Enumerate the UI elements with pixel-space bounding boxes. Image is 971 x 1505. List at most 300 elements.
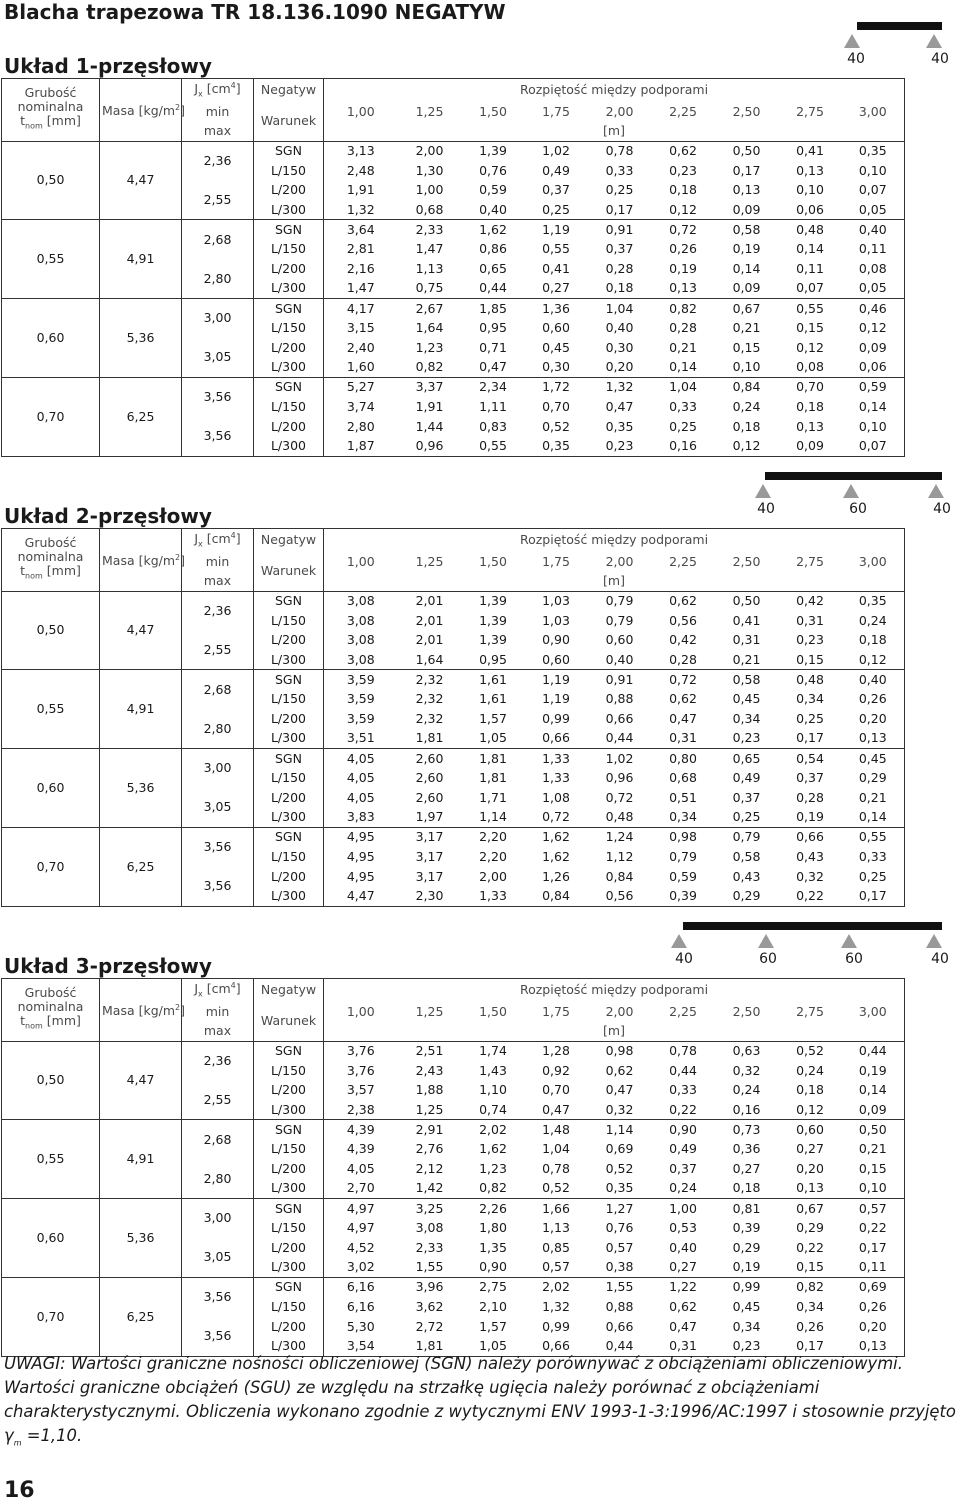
load-value-cell: 1,72 [542, 379, 570, 395]
condition-cell: L/300 [254, 808, 324, 828]
load-value-cell: 1,85 [479, 300, 507, 316]
load-value-cell: 0,06 [842, 358, 905, 378]
condition-cell: L/200 [254, 1080, 324, 1100]
jx-max-cell: 2,80 [182, 1159, 254, 1198]
load-value-cell: 0,23 [796, 632, 824, 648]
load-value-cell: 0,33 [605, 162, 634, 178]
load-value-cell: 0,27 [652, 1258, 715, 1278]
load-value-cell: 3,64 [346, 221, 375, 237]
load-value-cell: 0,66 [605, 1318, 634, 1334]
load-value-cell: 0,62 [669, 1298, 697, 1314]
load-value-cell: 2,43 [415, 1062, 444, 1078]
load-value-cell: 1,87 [324, 436, 398, 456]
load-value-cell: 0,24 [732, 398, 761, 414]
mass-cell: 6,25 [100, 377, 182, 456]
load-value-cell: 0,80 [669, 750, 697, 766]
support-triangle-icon [755, 484, 771, 498]
load-value-cell: 0,17 [588, 200, 652, 220]
load-value-cell: 2,00 [479, 868, 507, 884]
load-value-cell: 0,14 [842, 1080, 905, 1100]
section-header [0, 22, 960, 78]
load-value-cell: 0,15 [732, 339, 761, 355]
load-value-cell: 0,52 [605, 1161, 634, 1176]
load-value-cell: 2,30 [398, 886, 462, 906]
load-value-cell: 0,37 [605, 241, 634, 257]
load-value-cell: 0,55 [542, 241, 570, 257]
header-span-title: Rozpiętość między podporami [324, 529, 905, 552]
load-value-cell: 0,27 [732, 1161, 761, 1176]
condition-cell: L/300 [254, 886, 324, 906]
load-value-cell: 3,25 [415, 1200, 444, 1216]
condition-cell: L/300 [254, 200, 324, 220]
load-value-cell: 3,08 [346, 612, 375, 628]
load-value-cell: 0,99 [542, 711, 570, 726]
load-value-cell: 0,32 [732, 1062, 761, 1078]
load-value-cell: 1,23 [415, 339, 444, 355]
thickness-cell: 0,70 [2, 377, 100, 456]
load-value-cell: 0,29 [796, 1220, 824, 1236]
mass-cell: 5,36 [100, 299, 182, 378]
load-value-cell: 0,96 [605, 770, 634, 786]
load-value-cell: 1,05 [462, 729, 525, 749]
support-width-label: 40 [931, 51, 949, 67]
load-value-cell: 1,10 [479, 1082, 507, 1098]
load-value-cell: 2,48 [346, 162, 375, 178]
load-value-cell: 0,07 [842, 180, 905, 200]
load-value-cell: 1,36 [542, 300, 570, 316]
load-value-cell: 0,62 [669, 143, 697, 159]
load-value-cell: 1,00 [415, 182, 444, 198]
section-title: Układ 3-przęsłowy [4, 954, 212, 978]
load-value-cell: 0,56 [588, 886, 652, 906]
load-value-cell: 1,33 [542, 750, 570, 766]
load-value-cell: 1,91 [346, 182, 375, 198]
load-value-cell: 0,19 [732, 241, 761, 257]
header-span-value: 2,75 [779, 552, 842, 572]
load-value-cell: 1,27 [605, 1200, 634, 1216]
load-value-cell: 0,84 [732, 379, 761, 395]
load-value-cell: 3,74 [346, 398, 375, 414]
header-span-unit: [m] [324, 121, 905, 141]
jx-min-cell: 2,36 [182, 1041, 254, 1080]
load-value-cell: 1,43 [479, 1062, 507, 1078]
load-value-cell: 0,82 [398, 358, 462, 378]
condition-cell: L/150 [254, 611, 324, 631]
header-row [2, 979, 971, 1002]
load-value-cell: 0,08 [842, 259, 905, 279]
load-value-cell: 0,44 [842, 1041, 905, 1061]
load-value-cell: 0,22 [779, 886, 842, 906]
load-value-cell: 6,16 [346, 1279, 375, 1295]
load-value-cell: 0,18 [796, 1082, 824, 1098]
load-value-cell: 0,43 [732, 868, 761, 884]
load-value-cell: 0,24 [796, 1062, 824, 1078]
condition-cell: L/150 [254, 1218, 324, 1238]
header-jx-min: min [182, 1002, 254, 1022]
thickness-cell: 0,60 [2, 299, 100, 378]
load-value-cell: 0,82 [462, 1179, 525, 1199]
load-value-cell: 0,38 [588, 1258, 652, 1278]
load-value-cell: 0,71 [479, 339, 507, 355]
load-value-cell: 0,92 [542, 1062, 570, 1078]
load-value-cell: 0,91 [605, 221, 634, 237]
load-value-cell: 0,23 [715, 1336, 779, 1356]
header-span-value: 1,25 [398, 102, 462, 122]
jx-max-cell: 2,55 [182, 180, 254, 219]
load-value-cell: 0,23 [669, 162, 697, 178]
load-value-cell: 1,57 [479, 1318, 507, 1334]
load-value-cell: 0,12 [652, 200, 715, 220]
load-value-cell: 0,50 [732, 593, 761, 609]
condition-cell: SGN [254, 377, 324, 397]
thickness-cell: 0,50 [2, 591, 100, 670]
load-value-cell: 0,42 [796, 593, 824, 609]
load-value-cell: 0,47 [525, 1100, 588, 1120]
load-value-cell: 0,18 [732, 418, 761, 434]
support-width-label: 40 [675, 951, 693, 967]
load-value-cell: 0,60 [542, 320, 570, 336]
load-value-cell: 0,12 [842, 650, 905, 670]
table-row [2, 670, 971, 690]
support-triangle-icon [926, 934, 942, 948]
load-value-cell: 0,76 [479, 162, 507, 178]
condition-cell: L/200 [254, 259, 324, 279]
load-value-cell: 4,05 [346, 750, 375, 766]
load-value-cell: 0,09 [715, 200, 779, 220]
header-span-value: 2,50 [715, 102, 779, 122]
header-span-unit: [m] [324, 1021, 905, 1041]
load-value-cell: 0,35 [842, 591, 905, 611]
header-span-value: 1,25 [398, 552, 462, 572]
load-value-cell: 4,97 [346, 1220, 375, 1236]
load-value-cell: 0,51 [669, 789, 697, 805]
header-jx: $J_x$ $[cm^4]$ [182, 79, 254, 102]
header-warunek: Warunek [254, 552, 324, 591]
header-span-value: 2,50 [715, 552, 779, 572]
load-value-cell: 0,12 [715, 436, 779, 456]
load-value-cell: 0,15 [796, 320, 824, 336]
load-value-cell: 0,33 [669, 398, 697, 414]
load-value-cell: 1,05 [462, 1336, 525, 1356]
load-value-cell: 5,27 [346, 379, 375, 395]
load-value-cell: 0,65 [479, 261, 507, 276]
load-value-cell: 4,17 [346, 300, 375, 316]
load-value-cell: 0,17 [779, 1336, 842, 1356]
load-value-cell: 0,44 [462, 279, 525, 299]
load-value-cell: 3,17 [415, 868, 444, 884]
load-value-cell: 1,64 [415, 320, 444, 336]
load-value-cell: 0,47 [669, 1318, 697, 1334]
beam-diagram-bar [857, 22, 942, 30]
load-value-cell: 0,50 [842, 1120, 905, 1140]
load-value-cell: 0,18 [796, 398, 824, 414]
load-value-cell: 0,83 [479, 418, 507, 434]
load-value-cell: 3,59 [346, 711, 375, 726]
load-value-cell: 1,02 [605, 750, 634, 766]
load-value-cell: 0,13 [796, 418, 824, 434]
condition-cell: L/300 [254, 1258, 324, 1278]
jx-min-cell: 3,56 [182, 827, 254, 866]
load-value-cell: 0,21 [842, 788, 905, 808]
load-value-cell: 3,08 [324, 650, 398, 670]
condition-cell: L/200 [254, 630, 324, 650]
load-value-cell: 0,65 [732, 750, 761, 766]
support-width-label: 40 [757, 501, 775, 517]
load-value-cell: 0,57 [842, 1199, 905, 1219]
load-value-cell: 2,02 [479, 1121, 507, 1137]
load-value-cell: 0,19 [779, 808, 842, 828]
load-value-cell: 0,35 [525, 436, 588, 456]
load-value-cell: 0,18 [588, 279, 652, 299]
load-value-cell: 0,59 [669, 868, 697, 884]
header-row [2, 79, 971, 102]
load-value-cell: 3,08 [415, 1220, 444, 1236]
load-value-cell: 0,17 [842, 886, 905, 906]
load-value-cell: 0,45 [732, 1298, 761, 1314]
load-value-cell: 2,33 [415, 1239, 444, 1255]
condition-cell: L/300 [254, 279, 324, 299]
header-thickness: Grubość nominalna $t_{nom}$ [mm] [2, 79, 100, 142]
load-value-cell: 0,47 [605, 398, 634, 414]
load-value-cell: 0,62 [669, 593, 697, 609]
mass-cell: 4,91 [100, 220, 182, 299]
load-value-cell: 0,06 [779, 200, 842, 220]
header-span-title: Rozpiętość między podporami [324, 79, 905, 102]
load-value-cell: 0,34 [652, 808, 715, 828]
load-value-cell: 4,95 [346, 868, 375, 884]
load-value-cell: 0,63 [732, 1043, 761, 1059]
table-row [2, 220, 971, 240]
load-value-cell: 1,88 [415, 1082, 444, 1098]
jx-max-cell: 3,05 [182, 338, 254, 377]
load-value-cell: 0,24 [842, 611, 905, 631]
load-value-cell: 0,49 [542, 162, 570, 178]
load-value-cell: 1,11 [479, 398, 507, 414]
load-value-cell: 0,41 [732, 612, 761, 628]
load-value-cell: 2,81 [346, 241, 375, 257]
support-width-label: 60 [759, 951, 777, 967]
load-value-cell: 0,19 [842, 1061, 905, 1081]
load-value-cell: 1,19 [542, 671, 570, 687]
load-value-cell: 0,14 [732, 261, 761, 276]
load-value-cell: 2,32 [415, 711, 444, 726]
load-value-cell: 1,60 [324, 358, 398, 378]
load-value-cell: 0,31 [796, 612, 824, 628]
load-value-cell: 1,81 [479, 750, 507, 766]
load-value-cell: 1,04 [605, 300, 634, 316]
load-table [1, 78, 971, 457]
load-value-cell: 2,75 [479, 1279, 507, 1295]
load-value-cell: 0,74 [462, 1100, 525, 1120]
load-value-cell: 3,02 [324, 1258, 398, 1278]
load-value-cell: 0,24 [732, 1082, 761, 1098]
load-value-cell: 1,14 [605, 1121, 634, 1137]
load-value-cell: 2,38 [324, 1100, 398, 1120]
load-value-cell: 2,72 [415, 1318, 444, 1334]
table-row [2, 1041, 971, 1061]
load-value-cell: 2,60 [415, 750, 444, 766]
load-value-cell: 0,33 [842, 847, 905, 867]
load-value-cell: 1,30 [415, 162, 444, 178]
load-value-cell: 0,58 [732, 848, 761, 864]
load-value-cell: 2,70 [324, 1179, 398, 1199]
mass-cell: 4,91 [100, 670, 182, 749]
support-triangle-icon [758, 934, 774, 948]
load-value-cell: 0,45 [842, 749, 905, 769]
load-value-cell: 0,70 [542, 1082, 570, 1098]
load-value-cell: 1,91 [415, 398, 444, 414]
load-value-cell: 0,19 [669, 261, 697, 276]
load-value-cell: 5,30 [346, 1318, 375, 1334]
load-value-cell: 2,76 [415, 1141, 444, 1157]
load-value-cell: 1,55 [605, 1279, 634, 1295]
load-value-cell: 0,10 [715, 358, 779, 378]
load-value-cell: 2,34 [479, 379, 507, 395]
header-span-value: 1,25 [398, 1002, 462, 1022]
load-value-cell: 4,52 [346, 1239, 375, 1255]
load-value-cell: 0,35 [588, 1179, 652, 1199]
layout-section [0, 22, 960, 457]
section-header [0, 472, 960, 528]
load-value-cell: 1,47 [324, 279, 398, 299]
load-value-cell: 0,16 [715, 1100, 779, 1120]
load-value-cell: 1,24 [605, 829, 634, 845]
load-value-cell: 0,84 [605, 868, 634, 884]
load-value-cell: 0,28 [796, 789, 824, 805]
load-value-cell: 1,04 [669, 379, 697, 395]
load-value-cell: 0,88 [605, 1298, 634, 1314]
load-value-cell: 0,15 [842, 1159, 905, 1179]
load-value-cell: 0,62 [605, 1062, 634, 1078]
load-value-cell: 0,44 [669, 1062, 697, 1078]
condition-cell: L/200 [254, 338, 324, 358]
load-value-cell: 0,58 [732, 221, 761, 237]
condition-cell: L/200 [254, 417, 324, 437]
load-value-cell: 1,23 [479, 1161, 507, 1176]
condition-cell: L/300 [254, 1100, 324, 1120]
load-value-cell: 0,90 [669, 1121, 697, 1137]
beam-diagram-bar [683, 922, 942, 930]
condition-cell: L/200 [254, 867, 324, 887]
header-jx-max: max [182, 121, 254, 141]
load-value-cell: 0,68 [398, 200, 462, 220]
load-value-cell: 1,02 [542, 143, 570, 159]
load-value-cell: 0,56 [669, 612, 697, 628]
section-title: Układ 2-przęsłowy [4, 504, 212, 528]
load-value-cell: 0,22 [652, 1100, 715, 1120]
load-value-cell: 0,10 [842, 161, 905, 181]
condition-cell: L/150 [254, 318, 324, 338]
load-value-cell: 0,78 [542, 1161, 570, 1176]
jx-min-cell: 2,68 [182, 220, 254, 259]
load-value-cell: 0,23 [715, 729, 779, 749]
load-value-cell: 0,66 [605, 711, 634, 726]
load-value-cell: 0,21 [732, 320, 761, 336]
load-value-cell: 0,66 [525, 1336, 588, 1356]
load-value-cell: 4,05 [346, 1161, 375, 1176]
header-jx-min: min [182, 102, 254, 122]
condition-cell: L/150 [254, 161, 324, 181]
load-value-cell: 0,43 [796, 848, 824, 864]
header-span-value: 1,00 [324, 552, 398, 572]
support-triangle-icon [841, 934, 857, 948]
condition-cell: SGN [254, 1041, 324, 1061]
load-value-cell: 0,09 [842, 1100, 905, 1120]
load-value-cell: 1,39 [479, 632, 507, 648]
condition-cell: L/300 [254, 358, 324, 378]
load-value-cell: 3,17 [415, 829, 444, 845]
load-value-cell: 2,80 [346, 418, 375, 434]
load-value-cell: 0,90 [542, 632, 570, 648]
condition-cell: SGN [254, 1120, 324, 1140]
load-value-cell: 0,29 [842, 768, 905, 788]
section-title: Układ 1-przęsłowy [4, 54, 212, 78]
load-value-cell: 0,52 [525, 1179, 588, 1199]
jx-max-cell: 2,80 [182, 259, 254, 298]
load-value-cell: 0,45 [542, 339, 570, 355]
load-value-cell: 2,20 [479, 848, 507, 864]
load-value-cell: 3,57 [346, 1082, 375, 1098]
header-span-value: 1,50 [462, 1002, 525, 1022]
load-value-cell: 0,25 [715, 808, 779, 828]
condition-cell: L/150 [254, 1297, 324, 1317]
table-row [2, 827, 971, 847]
condition-cell: SGN [254, 299, 324, 319]
load-value-cell: 1,81 [479, 770, 507, 786]
load-value-cell: 1,48 [542, 1121, 570, 1137]
load-value-cell: 0,09 [779, 436, 842, 456]
load-value-cell: 1,13 [542, 1220, 570, 1236]
header-jx-min: min [182, 552, 254, 572]
condition-cell: L/300 [254, 729, 324, 749]
jx-min-cell: 3,00 [182, 1199, 254, 1238]
thickness-cell: 0,70 [2, 827, 100, 906]
load-value-cell: 3,76 [346, 1062, 375, 1078]
load-value-cell: 1,33 [542, 770, 570, 786]
jx-min-cell: 3,56 [182, 377, 254, 416]
load-value-cell: 0,41 [796, 143, 824, 159]
mass-cell: 6,25 [100, 827, 182, 906]
load-value-cell: 0,11 [842, 1258, 905, 1278]
load-value-cell: 0,75 [398, 279, 462, 299]
load-value-cell: 2,26 [479, 1200, 507, 1216]
load-value-cell: 0,14 [842, 397, 905, 417]
load-value-cell: 0,21 [669, 339, 697, 355]
load-value-cell: 1,47 [415, 241, 444, 257]
load-value-cell: 0,10 [842, 1179, 905, 1199]
load-value-cell: 0,05 [842, 200, 905, 220]
load-value-cell: 0,47 [462, 358, 525, 378]
condition-cell: L/150 [254, 847, 324, 867]
load-table [1, 528, 971, 907]
load-value-cell: 0,28 [605, 261, 634, 276]
header-span-title: Rozpiętość między podporami [324, 979, 905, 1002]
load-value-cell: 4,97 [346, 1200, 375, 1216]
load-value-cell: 2,51 [415, 1043, 444, 1059]
load-value-cell: 0,76 [605, 1220, 634, 1236]
load-value-cell: 0,49 [669, 1141, 697, 1157]
load-value-cell: 0,09 [715, 279, 779, 299]
load-value-cell: 1,81 [398, 729, 462, 749]
load-value-cell: 0,72 [525, 808, 588, 828]
load-value-cell: 0,10 [796, 182, 824, 198]
load-value-cell: 1,62 [542, 848, 570, 864]
load-value-cell: 2,33 [415, 221, 444, 237]
support-triangle-icon [843, 484, 859, 498]
load-value-cell: 0,86 [479, 241, 507, 257]
table-row [2, 1120, 971, 1140]
load-value-cell: 1,25 [398, 1100, 462, 1120]
